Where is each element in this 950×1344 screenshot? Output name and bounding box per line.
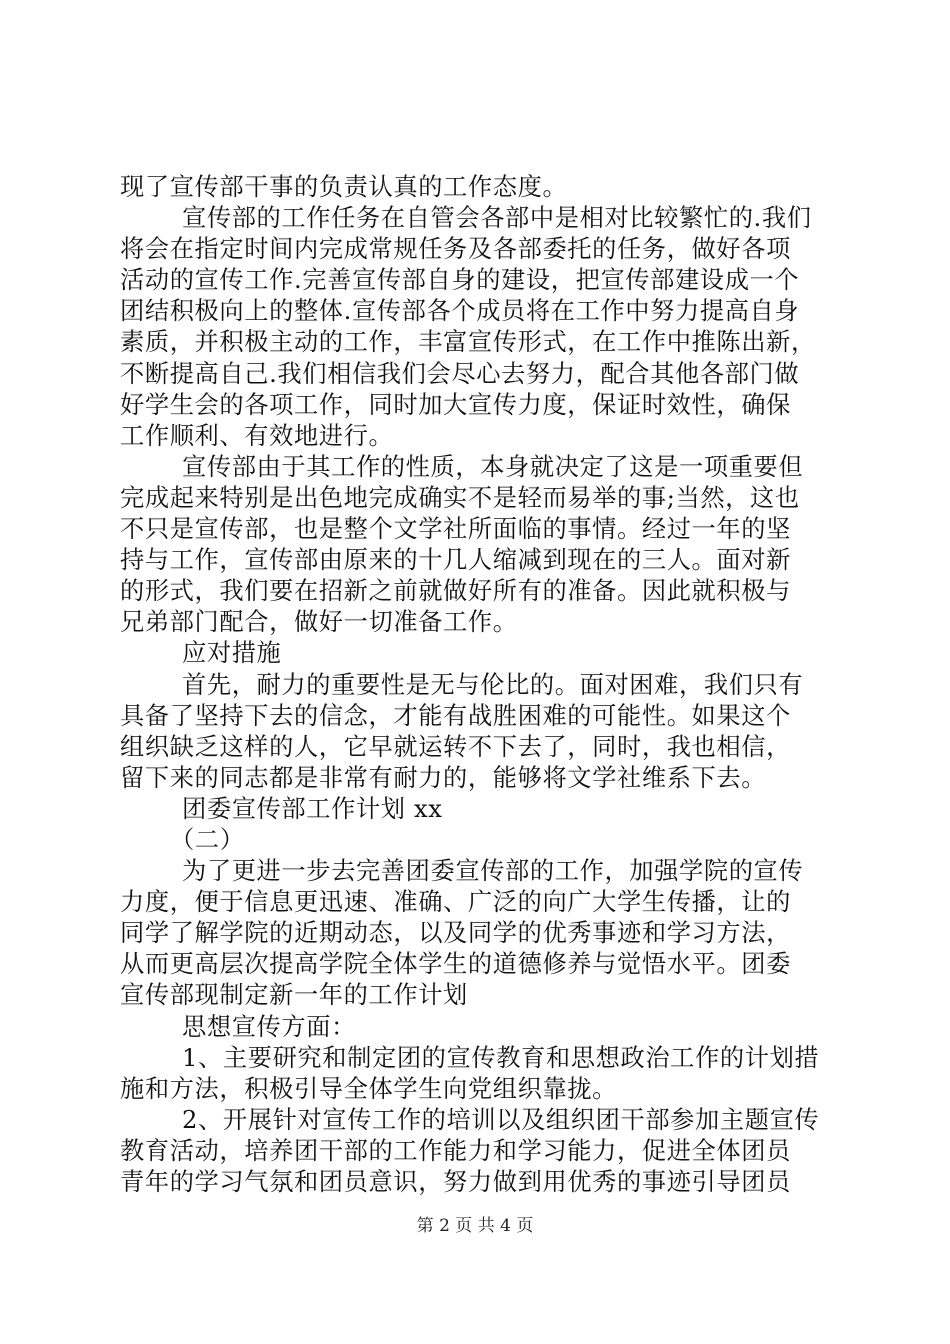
text-line: 从而更高层次提高学院全体学生的道德修养与觉悟水平。团委	[120, 949, 791, 979]
text-line: 教育活动，培养团干部的工作能力和学习能力，促进全体团员	[120, 1135, 791, 1165]
text-line: 素质，并积极主动的工作，丰富宣传形式，在工作中推陈出新，	[120, 327, 816, 357]
text-line: 具备了坚持下去的信念，才能有战胜困难的可能性。如果这个	[120, 700, 791, 730]
text-line: 好学生会的各项工作，同时加大宣传力度，保证时效性，确保	[120, 389, 791, 419]
text-line: 不只是宣传部，也是整个文学社所面临的事情。经过一年的坚	[120, 514, 791, 544]
text-line: 施和方法，积极引导全体学生向党组织靠拢。	[120, 1073, 618, 1103]
list-item-start: 2、开展针对宣传工作的培训以及组织团干部参加主题宣传	[182, 1104, 820, 1134]
text-line: 活动的宣传工作.完善宣传部自身的建设，把宣传部建设成一个	[120, 265, 800, 295]
text-line: 力度，便于信息更迅速、准确、广泛的向广大学生传播，让的	[120, 887, 791, 917]
section-heading: 应对措施	[182, 638, 282, 668]
text-line: 将会在指定时间内完成常规任务及各部委托的任务，做好各项	[120, 234, 791, 264]
text-line: 组织缺乏这样的人，它早就运转不下去了，同时，我也相信，	[120, 731, 791, 761]
text-line: 留下来的同志都是非常有耐力的，能够将文学社维系下去。	[120, 762, 767, 792]
section-number: （二）	[170, 824, 245, 854]
text-line: 工作顺利、有效地进行。	[120, 420, 394, 450]
document-title: 团委宣传部工作计划 xx	[182, 793, 443, 823]
paragraph-start-line: 首先，耐力的重要性是无与伦比的。面对困难，我们只有	[182, 669, 804, 699]
paragraph-start-line: 宣传部由于其工作的性质，本身就决定了这是一项重要但	[182, 451, 804, 481]
text-line: 团结积极向上的整体.宣传部各个成员将在工作中努力提高自身	[120, 296, 800, 326]
text-line: 宣传部现制定新一年的工作计划	[120, 980, 468, 1010]
text-line: 同学了解学院的近期动态，以及同学的优秀事迹和学习方法，	[120, 918, 791, 948]
text-line: 持与工作，宣传部由原来的十几人缩减到现在的三人。面对新	[120, 545, 791, 575]
text-line: 现了宣传部干事的负责认真的工作态度。	[120, 172, 568, 201]
paragraph-start-line: 为了更进一步去完善团委宣传部的工作，加强学院的宣传	[182, 856, 804, 886]
list-item-start: 1、主要研究和制定团的宣传教育和思想政治工作的计划措	[182, 1042, 820, 1072]
text-line: 不断提高自己.我们相信我们会尽心去努力，配合其他各部门做	[120, 358, 800, 388]
text-line: 兄弟部门配合，做好一切准备工作。	[120, 607, 518, 637]
page-number-footer: 第 2 页 共 4 页	[416, 1216, 534, 1236]
text-line: 青年的学习气氛和团员意识，努力做到用优秀的事迹引导团员	[120, 1167, 791, 1196]
paragraph-start-line: 宣传部的工作任务在自管会各部中是相对比较繁忙的.我们	[182, 203, 812, 233]
text-line: 完成起来特别是出色地完成确实不是轻而易举的事;当然，这也	[120, 482, 800, 512]
section-heading: 思想宣传方面：	[182, 1011, 356, 1041]
text-line: 的形式，我们要在招新之前就做好所有的准备。因此就积极与	[120, 576, 791, 606]
